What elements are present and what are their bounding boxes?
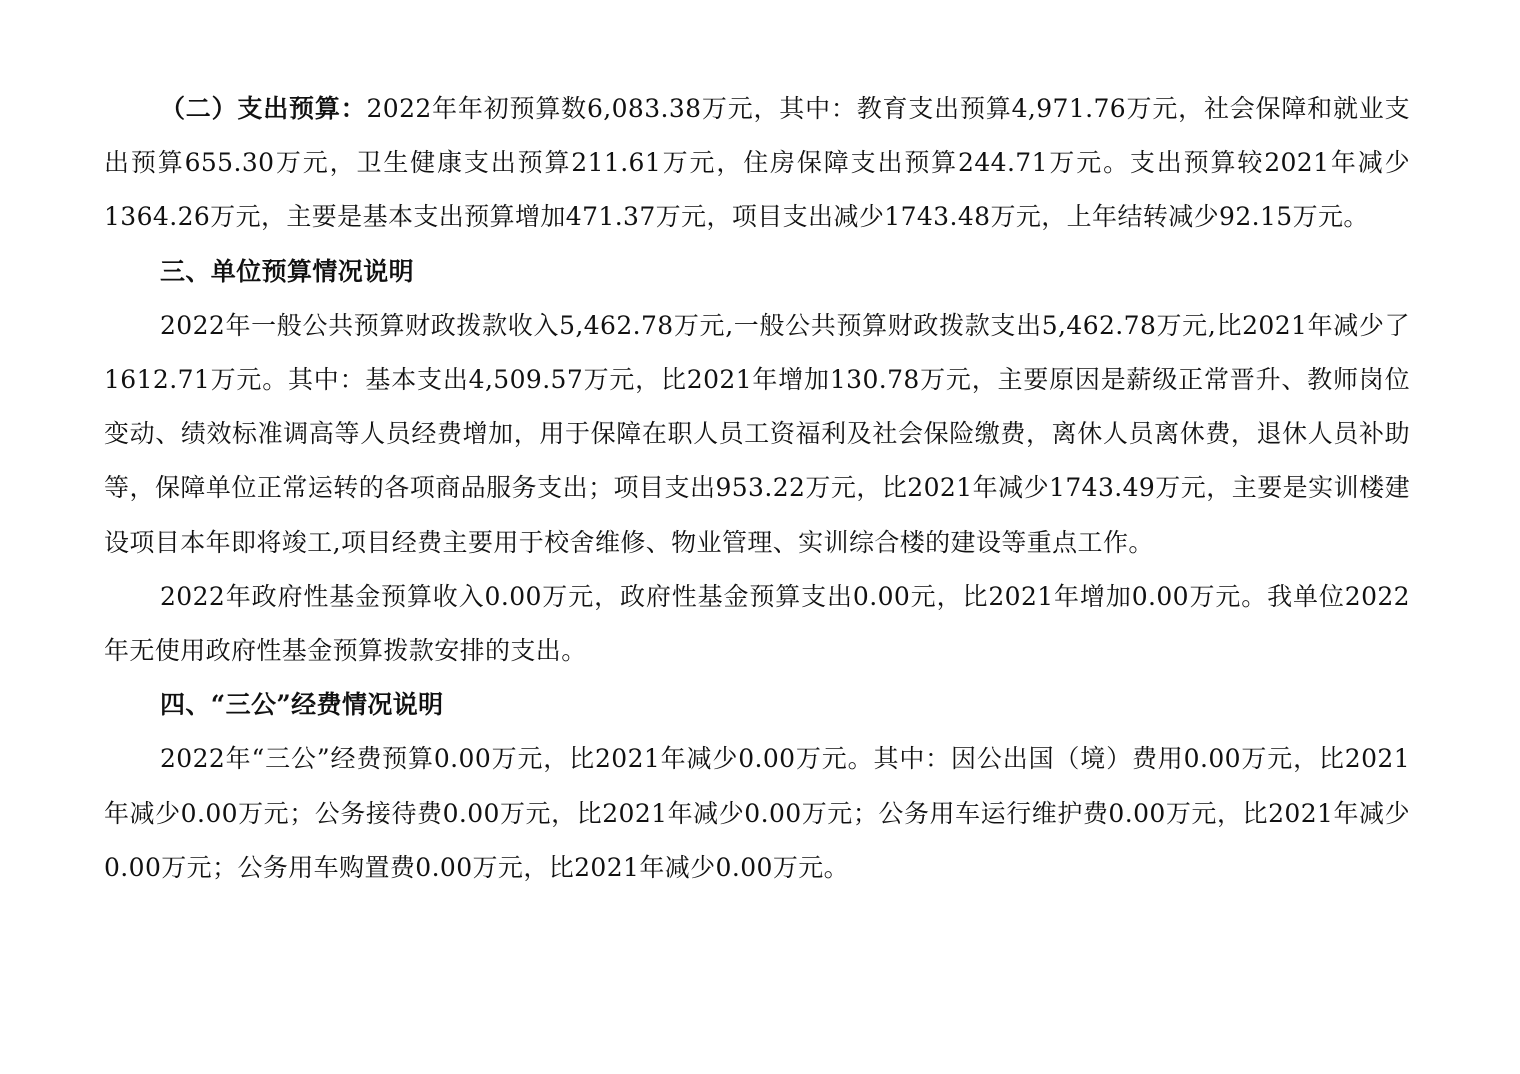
expenditure-budget-paragraph bbox=[104, 82, 1410, 245]
document-body bbox=[104, 82, 1410, 895]
government-fund-paragraph: 2022年政府性基金预算收入0.00万元，政府性基金预算支出0.00元，比2021年增加0.00万元。我单位2022年无使用政府性基金预算拨款安排的支出。 bbox=[104, 581, 1410, 666]
three-public-expenses-paragraph: 2022年“三公”经费预算0.00万元，比2021年减少0.00万元。其中：因公出国（境）费用0.00万元，比2021年减少0.00万元；公务接待费0.00万元，比2021年减少0.00万元；公务用车运行维护费0.00万元，比2021年减少0.00万元；公务用车购置费0.00万元，比2021年减少0.00万元。 bbox=[104, 744, 1410, 882]
section-three-heading: 三、单位预算情况说明 bbox=[160, 256, 415, 286]
expenditure-budget-lead: （二）支出预算： bbox=[160, 94, 367, 123]
unit-budget-paragraph: 2022年一般公共预算财政拨款收入5,462.78万元,一般公共预算财政拨款支出5,462.78万元,比2021年减少了1612.71万元。其中：基本支出4,509.57万元，比2021年增加130.78万元，主要原因是薪级正常晋升、教师岗位变动、绩效标准调高等人员经费增加，用于保障在职人员工资福利及社会保险缴费，离休人员离休费，退休人员补助等，保障单位正常运转的各项商品服务支出；项目支出953.22万元，比2021年减少1743.49万元，主要是实训楼建设项目本年即将竣工,项目经费主要用于校舍维修、物业管理、实训综合楼的建设等重点工作。 bbox=[104, 310, 1410, 557]
section-four-heading: 四、“三公”经费情况说明 bbox=[160, 690, 444, 720]
expenditure-budget-text: 2022年年初预算数6,083.38万元，其中：教育支出预算4,971.76万元，社会保障和就业支出预算655.30万元，卫生健康支出预算211.61万元，住房保障支出预算244.71万元。支出预算较2021年减少1364.26万元，主要是基本支出预算增加471.37万元，项目支出减少1743.48万元，上年结转减少92.15万元。 bbox=[104, 94, 1410, 232]
